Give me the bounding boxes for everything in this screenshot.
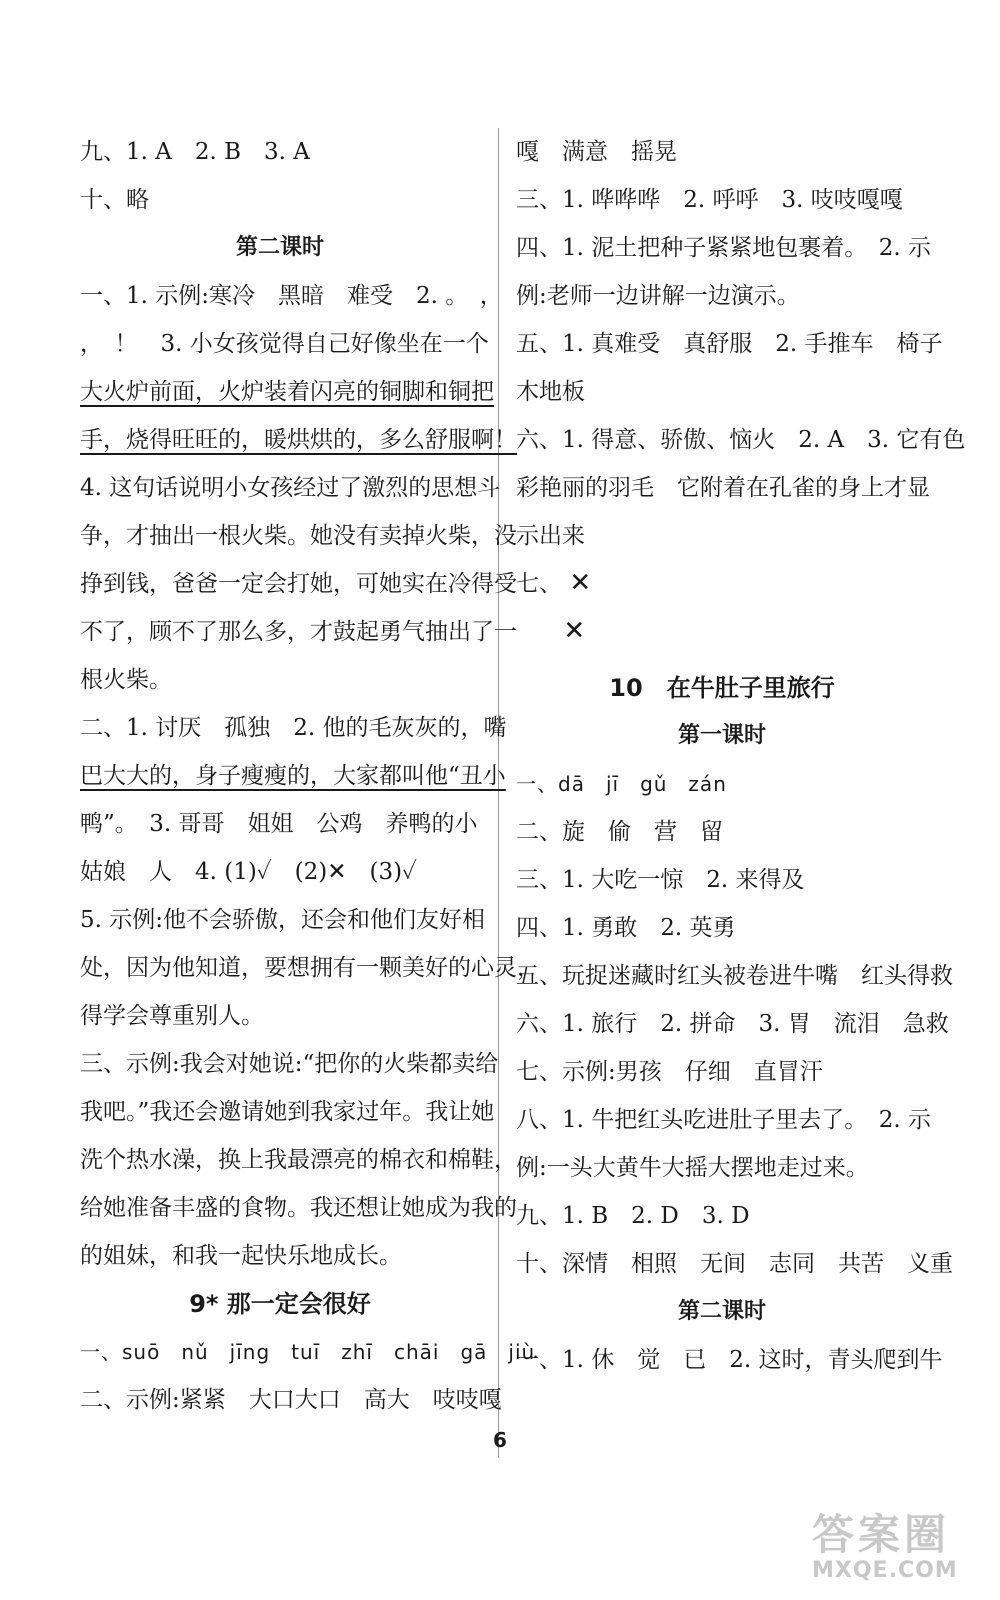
answer-line: 六、1. 得意、骄傲、恼火 2. A 3. 它有色: [516, 427, 966, 453]
answer-line: 十、略: [80, 187, 149, 213]
answer-line: 5. 示例:他不会骄傲，还会和他们友好相: [80, 907, 486, 933]
section-heading: 第二课时: [235, 235, 324, 260]
answer-line: 不了，顾不了那么多，才鼓起勇气抽出了一: [80, 619, 517, 645]
answer-line: 姑娘 人 4. (1)✓ (2)✕ (3)✓: [80, 859, 417, 885]
answer-line: 十、深情 相照 无间 志同 共苦 义重: [516, 1251, 953, 1277]
answer-line: 九、1. A 2. B 3. A: [80, 139, 310, 165]
answer-line: 六、1. 旅行 2. 拼命 3. 胃 流泪 急救: [516, 1011, 949, 1037]
section-heading: 第一课时: [677, 723, 766, 748]
watermark-url: MXQE.COM: [812, 1558, 958, 1583]
answer-line: 洗个热水澡，换上我最漂亮的棉衣和棉鞋，: [80, 1147, 517, 1173]
answer-line: 八、1. 牛把红头吃进肚子里去了。 2. 示: [516, 1107, 932, 1133]
answer-line: 四、1. 泥土把种子紧紧地包裹着。 2. 示: [516, 235, 932, 261]
lesson-heading: 10 在牛肚子里旅行: [609, 674, 835, 702]
watermark-text: 答案圈: [812, 1510, 951, 1559]
matching-answer-line: [516, 608, 928, 656]
matching-answer-line: [516, 560, 928, 608]
answer-line: 四、1. 勇敢 2. 英勇: [516, 915, 736, 941]
answer-line: 三、示例:我会对她说:“把你的火柴都卖给: [80, 1051, 499, 1077]
answer-line: 三、1. 哗哗哗 2. 呼呼 3. 吱吱嘎嘎: [516, 187, 903, 213]
answer-line: 五、玩捉迷藏时红头被卷进牛嘴 红头得救: [516, 963, 953, 989]
answer-line: 得学会尊重别人。: [80, 1003, 264, 1029]
cross-lines-icon: ✕: [563, 616, 586, 646]
answer-line-underlined: 巴大大的，身子瘦瘦的，大家都叫他“丑小: [80, 763, 506, 789]
cross-lines-icon: ✕: [569, 568, 592, 598]
answer-line: 彩艳丽的羽毛 它附着在孔雀的身上才显: [516, 475, 930, 501]
section-heading: 第二课时: [677, 1299, 766, 1324]
answer-line: 鸭”。 3. 哥哥 姐姐 公鸡 养鸭的小: [80, 811, 478, 837]
answer-line: 五、1. 真难受 真舒服 2. 手推车 椅子: [516, 331, 943, 357]
answer-line-underlined: 大火炉前面，火炉装着闪亮的铜脚和铜把: [80, 379, 494, 405]
answer-label: 七、: [516, 571, 562, 597]
answer-line: 二、示例:紧紧 大口大口 高大 吱吱嘎: [80, 1387, 502, 1413]
lesson-heading: 9* 那一定会很好: [189, 1290, 371, 1318]
answer-line: 木地板: [516, 379, 585, 405]
answer-line: 二、1. 讨厌 孤独 2. 他的毛灰灰的，嘴: [80, 715, 507, 741]
pinyin-line: 一、dā jī gǔ zán: [516, 772, 727, 796]
answer-line: 三、1. 大吃一惊 2. 来得及: [516, 867, 805, 893]
answer-line-underlined: 手，烧得旺旺的，暖烘烘的，多么舒服啊！: [80, 427, 517, 453]
left-column: [80, 128, 540, 1424]
answer-line: ， ！ 3. 小女孩觉得自己好像坐在一个: [80, 331, 489, 357]
watermark-logo: [812, 1512, 958, 1584]
answer-line: 一、1. 示例:寒冷 黑暗 难受 2. 。 ，: [80, 283, 503, 309]
answer-line: 九、1. B 2. D 3. D: [516, 1203, 750, 1229]
answer-line: 七、示例:男孩 仔细 直冒汗: [516, 1059, 823, 1085]
answer-line: 根火柴。: [80, 667, 172, 693]
answer-line: 挣到钱，爸爸一定会打她，可她实在冷得受: [80, 571, 517, 597]
answer-line: 争，才抽出一根火柴。她没有卖掉火柴，没: [80, 523, 517, 549]
struck-characters-line: 二、旋 偷 营 留: [516, 819, 723, 845]
answer-line: 嘎 满意 摇晃: [516, 139, 677, 165]
answer-line: 处，因为他知道，要想拥有一颗美好的心灵，: [80, 955, 540, 981]
pinyin-line: 一、suō nǔ jīng tuī zhī chāi gā jiù: [80, 1340, 536, 1364]
answer-line: 示出来: [516, 523, 585, 549]
answer-line: 我吧。”我还会邀请她到我家过年。我让她: [80, 1099, 495, 1125]
answer-line: 的姐妹，和我一起快乐地成长。: [80, 1243, 402, 1269]
answer-line: 4. 这句话说明小女孩经过了激烈的思想斗: [80, 475, 501, 501]
answer-line: 例:老师一边讲解一边演示。: [516, 283, 800, 309]
column-divider: [498, 128, 499, 1458]
right-column: [516, 128, 966, 1384]
answer-line: 例:一头大黄牛大摇大摆地走过来。: [516, 1155, 869, 1181]
page-number: 6: [493, 1428, 507, 1452]
answer-line: 给她准备丰盛的食物。我还想让她成为我的: [80, 1195, 517, 1221]
answer-line: 一、1. 休 觉 已 2. 这时，青头爬到牛: [516, 1347, 943, 1373]
